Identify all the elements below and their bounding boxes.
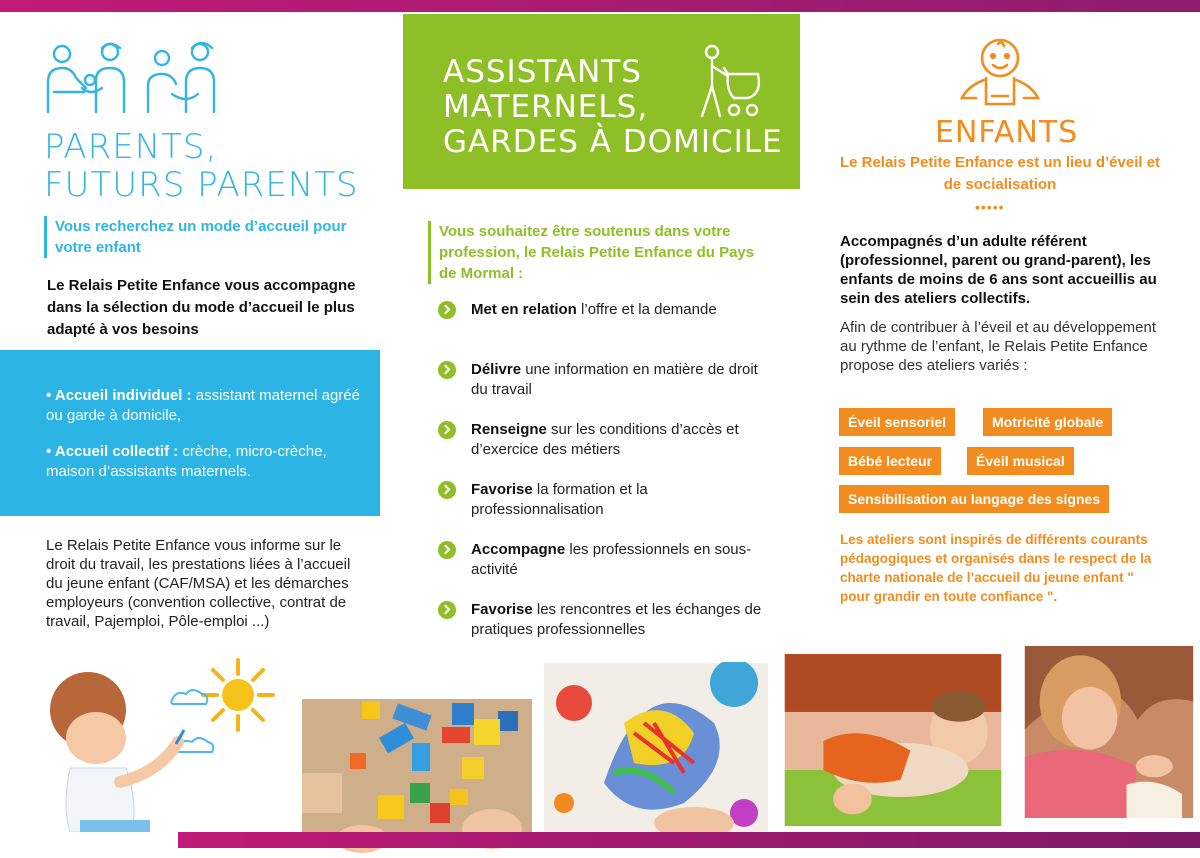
mission-text: l’offre et la demande <box>576 301 717 318</box>
enfants-subtitle: Le Relais Petite Enfance est un lieu d’éveil et de socialisation <box>839 154 1161 193</box>
tag-langage-des-signes: Sensibilisation au langage des signes <box>839 485 1109 513</box>
accueil-individuel <box>46 386 366 426</box>
assistants-title-line1: ASSISTANTS <box>443 54 642 90</box>
mission-text: les rencontres et les échanges de pratiques professionnelles <box>471 601 762 638</box>
chevron-right-icon <box>438 361 456 379</box>
accueil-individuel-label: • Accueil individuel : <box>46 387 192 404</box>
top-accent-bar <box>0 0 1200 12</box>
enfants-paragraph-2: Afin de contribuer à l’éveil et au développement au rythme de l’enfant, le Relais Petite Enfance propose des ateliers variés : <box>840 319 1157 374</box>
mission-verb: Accompagne <box>471 541 566 558</box>
list-item <box>438 420 778 480</box>
parents-accueil-box <box>0 350 380 516</box>
parents-info: Le Relais Petite Enfance vous informe sur le droit du travail, les prestations liées à l’accueil du jeune enfant (CAF/MSA) et les démarches employeurs (convention collective, contrat de travail, Pajemploi, Pôle-emploi ...) <box>46 537 351 630</box>
accueil-individuel-text: assistant maternel agréé ou garde à domicile, <box>46 387 360 424</box>
mission-text: sur les conditions d’accès et d’exercice des métiers <box>471 421 739 458</box>
mission-verb: Met en relation <box>471 301 577 318</box>
assistants-missions-list <box>438 300 778 660</box>
enfants-paragraph-1: Accompagnés d’un adulte référent (professionnel, parent ou grand-parent), les enfants de moins de 6 ans sont accueillis au sein des ateliers collectifs. <box>840 233 1157 307</box>
list-item <box>438 300 778 360</box>
parents-family-icon <box>44 42 234 114</box>
mission-text: les professionnels en sous-activité <box>471 541 752 578</box>
list-item <box>438 480 778 540</box>
mission-verb: Renseigne <box>471 421 547 438</box>
mission-text: la formation et la professionnalisation <box>471 481 648 518</box>
chevron-right-icon <box>438 301 456 319</box>
tag-motricite-globale: Motricité globale <box>983 408 1112 436</box>
list-item <box>438 540 778 600</box>
accueil-collectif <box>46 442 366 482</box>
assistants-title-line2: MATERNELS, <box>443 89 649 125</box>
photo-crawling-baby <box>781 654 1005 826</box>
mission-verb: Favorise <box>471 601 533 618</box>
tag-eveil-sensoriel: Éveil sensoriel <box>839 408 955 436</box>
accueil-collectif-label: • Accueil collectif : <box>46 443 179 460</box>
parents-title-line1: PARENTS, <box>44 127 218 167</box>
mission-verb: Délivre <box>471 361 522 378</box>
tag-eveil-musical: Éveil musical <box>967 447 1074 475</box>
chevron-right-icon <box>438 421 456 439</box>
parents-title-line2: FUTURS PARENTS <box>44 165 359 205</box>
assistants-title-line3: GARDES À DOMICILE <box>443 124 783 160</box>
mission-text: une information en matière de droit du travail <box>471 361 758 398</box>
bottom-accent-bar <box>178 832 1200 848</box>
chevron-right-icon <box>438 601 456 619</box>
accueil-collectif-text: crèche, micro-crèche, maison d’assistants maternels. <box>46 443 327 480</box>
mission-verb: Favorise <box>471 481 533 498</box>
child-drawing-illustration <box>40 650 290 832</box>
tag-bebe-lecteur: Bébé lecteur <box>839 447 941 475</box>
list-item <box>438 600 778 660</box>
assistants-subtitle: Vous souhaitez être soutenus dans votre profession, le Relais Petite Enfance du Pays de Mormal : <box>428 221 759 284</box>
dots-divider: ••••• <box>975 199 1005 215</box>
chevron-right-icon <box>438 541 456 559</box>
baby-icon <box>958 36 1042 108</box>
list-item <box>438 360 778 420</box>
enfants-title: ENFANTS <box>935 115 1079 150</box>
photo-girl-reading <box>1018 646 1200 818</box>
stroller-icon <box>694 44 764 120</box>
parents-intro: Le Relais Petite Enfance vous accompagne dans la sélection du mode d’accueil le plus adapté à vos besoins <box>47 277 356 338</box>
photo-painting <box>544 662 768 834</box>
chevron-right-icon <box>438 481 456 499</box>
enfants-footer: Les ateliers sont inspirés de différents courants pédagogiques et organisés dans le respect de la charte nationale de l’accueil du jeune enfant " pour grandir en toute confiance ". <box>840 532 1152 604</box>
parents-subtitle: Vous recherchez un mode d’accueil pour votre enfant <box>44 216 365 258</box>
parents-title <box>44 128 364 204</box>
